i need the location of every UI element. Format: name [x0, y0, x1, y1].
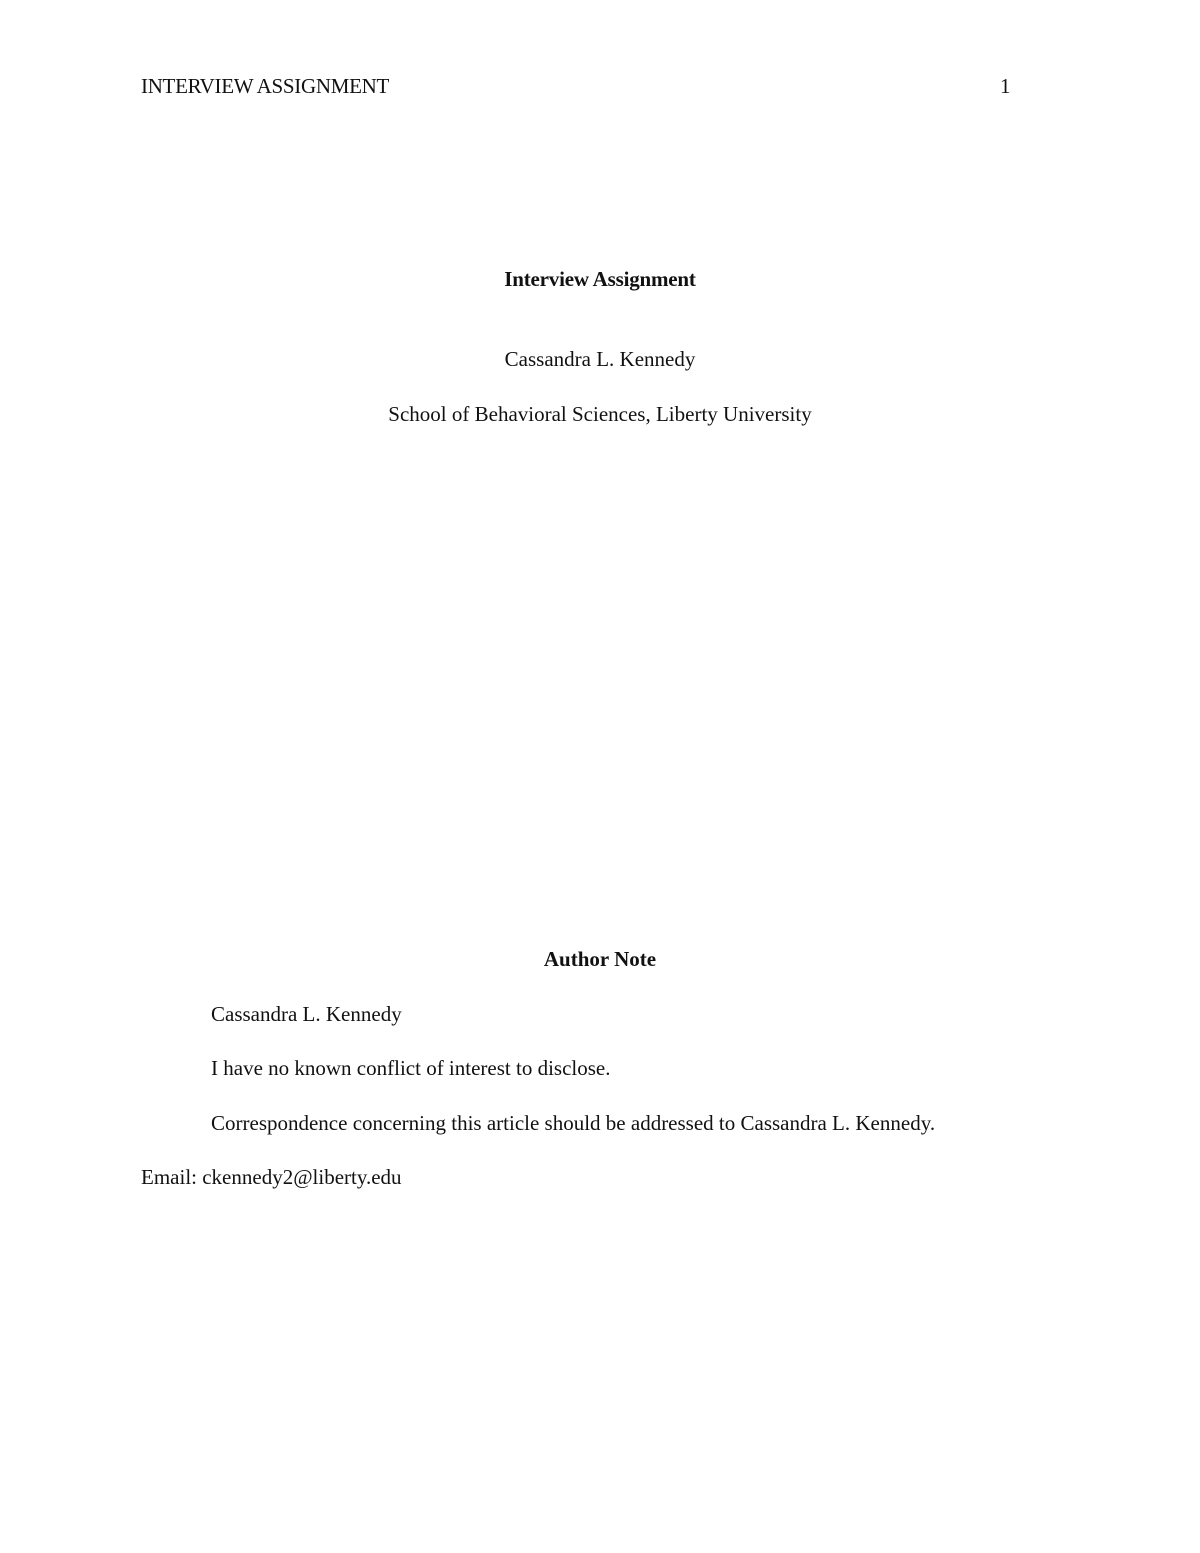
author-note-paragraph: Cassandra L. Kennedy: [211, 1002, 402, 1026]
author-note-heading: Author Note: [543, 947, 657, 971]
author-name: Cassandra L. Kennedy: [504, 347, 696, 371]
author-note-paragraph: I have no known conflict of interest to disclose.: [211, 1056, 611, 1080]
author-email: Email: ckennedy2@liberty.edu: [141, 1165, 402, 1189]
author-affiliation: School of Behavioral Sciences, Liberty University: [388, 402, 812, 426]
paper-title: Interview Assignment: [504, 267, 696, 291]
page-number: 1: [1000, 74, 1011, 98]
running-head: INTERVIEW ASSIGNMENT: [141, 74, 389, 98]
author-note-paragraph: Correspondence concerning this article should be addressed to Cassandra L. Kennedy.: [211, 1111, 936, 1135]
